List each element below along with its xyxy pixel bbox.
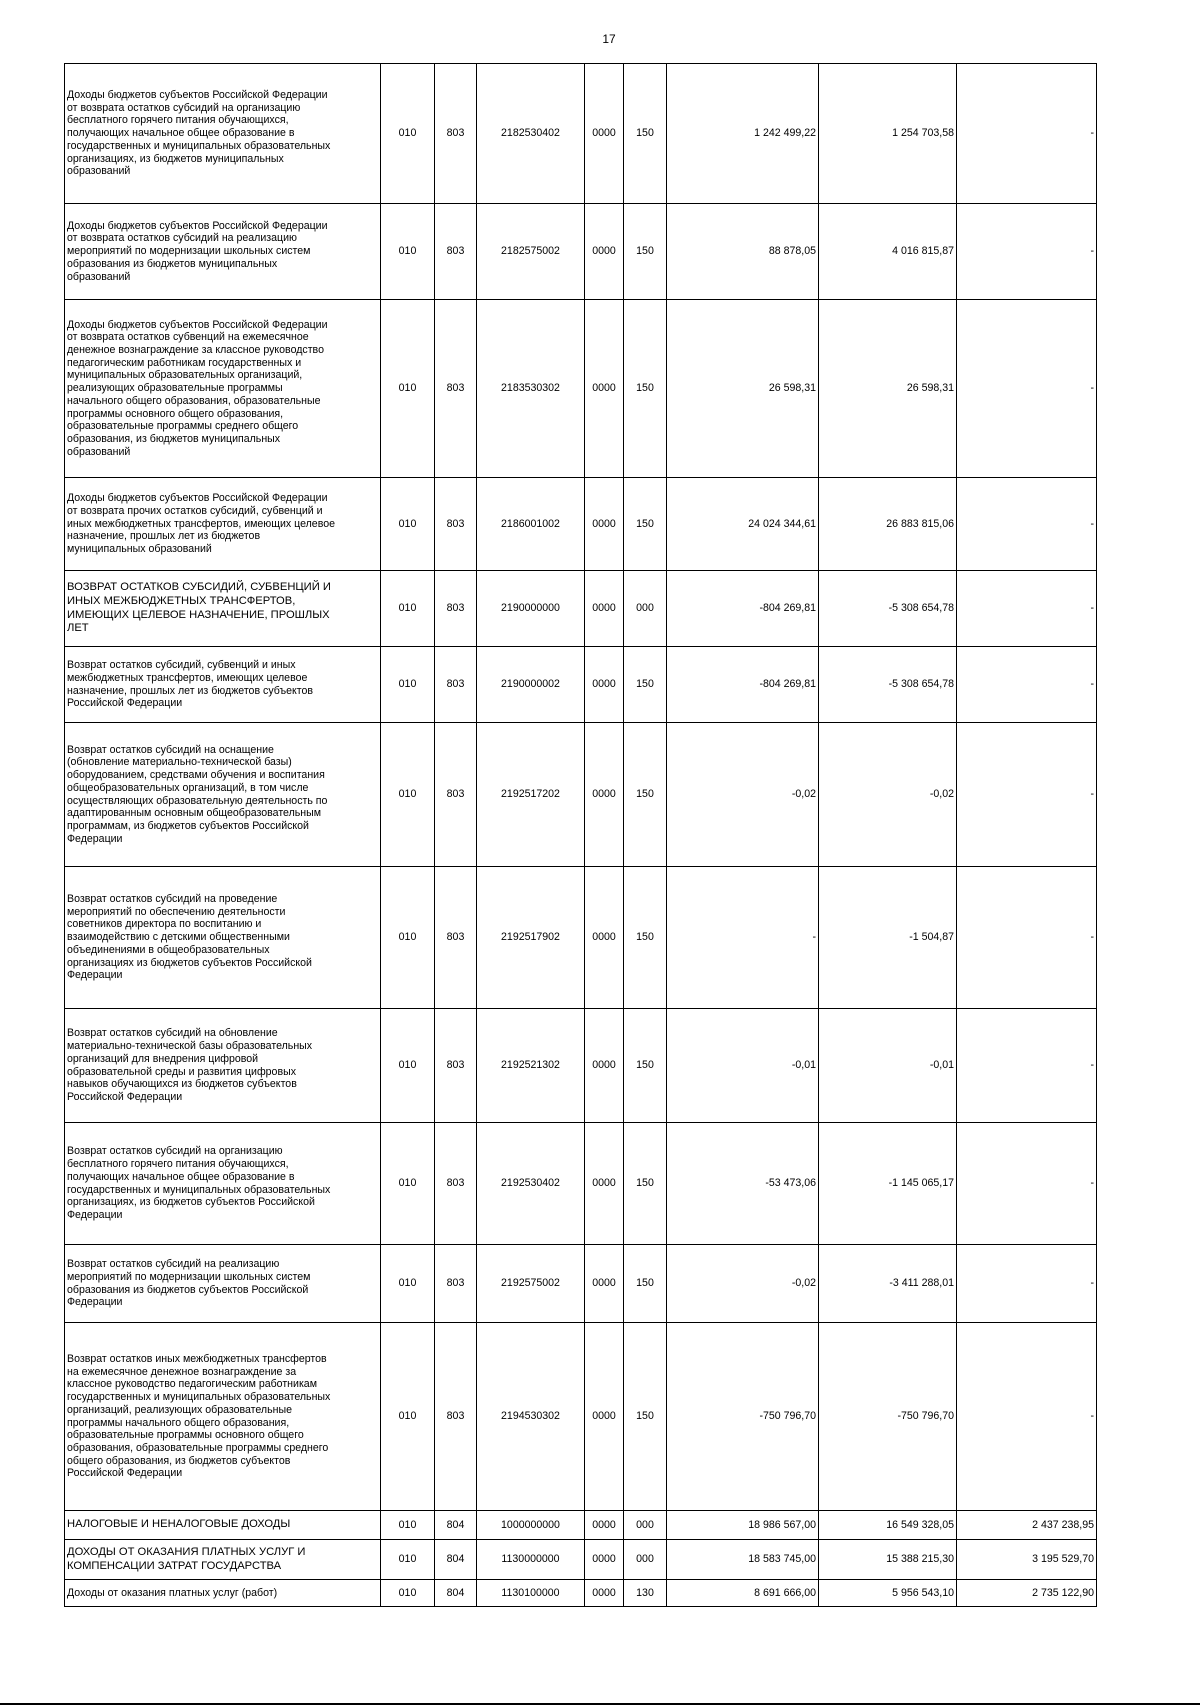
value-cell-2: 1 254 703,58 — [819, 64, 957, 204]
code-cell-1: 010 — [381, 1323, 435, 1511]
description-line: от возврата остатков субсидий на реализацию — [67, 232, 297, 245]
description-line: ВОЗВРАТ ОСТАТКОВ СУБСИДИЙ, СУБВЕНЦИЙ И — [67, 581, 331, 594]
code-cell-5: 000 — [624, 571, 667, 647]
description-line: общего образования, из бюджетов субъектов — [67, 1454, 291, 1467]
description-line: Российской Федерации — [67, 697, 183, 710]
description-line: муниципальных образовательных организаций, — [67, 369, 303, 382]
description-line: организациях, из бюджетов муниципальных — [67, 152, 284, 165]
description-line: Доходы от оказания платных услуг (работ) — [67, 1586, 278, 1599]
code-cell-3: 2192521302 — [477, 1009, 585, 1123]
description-line: мероприятий по обеспечению деятельности — [67, 905, 286, 918]
row-description — [65, 1540, 381, 1580]
code-cell-4: 0000 — [585, 300, 624, 478]
code-cell-5: 150 — [624, 723, 667, 867]
value-cell-1: 1 242 499,22 — [667, 64, 819, 204]
description-line: Возврат остатков субсидий на оснащение — [67, 743, 274, 756]
description-line: Возврат остатков субсидий на реализацию — [67, 1258, 280, 1271]
description-line: организациях из бюджетов субъектов Российской — [67, 956, 312, 969]
code-cell-1: 010 — [381, 1540, 435, 1580]
table-row — [65, 571, 1097, 647]
code-cell-3: 1130100000 — [477, 1580, 585, 1607]
description-line: от возврата прочих остатков субсидий, субвенций и — [67, 504, 323, 517]
budget-table-body — [65, 64, 1097, 1607]
description-line: Российской Федерации — [67, 1467, 183, 1480]
description-line: Федерации — [67, 1208, 123, 1221]
value-cell-2: 26 598,31 — [819, 300, 957, 478]
description-line: реализующих образовательные программы — [67, 382, 283, 395]
description-line: Возврат остатков субсидий, субвенций и иных — [67, 659, 296, 672]
code-cell-5: 150 — [624, 647, 667, 723]
description-line: мероприятий по модернизации школьных систем — [67, 1270, 311, 1283]
table-row — [65, 1540, 1097, 1580]
description-line: получающих начальное общее образование в — [67, 1170, 295, 1183]
value-cell-2: -5 308 654,78 — [819, 647, 957, 723]
description-line: организаций, реализующих образовательные — [67, 1403, 292, 1416]
value-cell-3: - — [957, 300, 1097, 478]
value-cell-3: - — [957, 204, 1097, 300]
description-line: от возврата остатков субсидий на организацию — [67, 101, 301, 114]
value-cell-2: 26 883 815,06 — [819, 478, 957, 571]
table-row — [65, 867, 1097, 1009]
code-cell-4: 0000 — [585, 64, 624, 204]
code-cell-3: 1000000000 — [477, 1511, 585, 1540]
description-line: Возврат остатков субсидий на проведение — [67, 893, 278, 906]
row-description — [65, 300, 381, 478]
code-cell-3: 2192575002 — [477, 1245, 585, 1323]
value-cell-2: -1 504,87 — [819, 867, 957, 1009]
row-description — [65, 478, 381, 571]
description-line: Доходы бюджетов субъектов Российской Федерации — [67, 89, 328, 102]
code-cell-3: 2192517902 — [477, 867, 585, 1009]
description-line: Доходы бюджетов субъектов Российской Федерации — [67, 492, 328, 505]
description-line: государственных и муниципальных образовательных — [67, 139, 331, 152]
table-row — [65, 1245, 1097, 1323]
value-cell-2: 16 549 328,05 — [819, 1511, 957, 1540]
value-cell-3: - — [957, 1245, 1097, 1323]
code-cell-2: 803 — [435, 647, 477, 723]
page-number: 17 — [602, 32, 616, 46]
description-line: взаимодействию с детскими общественными — [67, 931, 290, 944]
description-line: программы основного общего образования, — [67, 407, 284, 420]
description-line: Российской Федерации — [67, 1090, 183, 1103]
code-cell-1: 010 — [381, 478, 435, 571]
code-cell-4: 0000 — [585, 1511, 624, 1540]
table-row — [65, 204, 1097, 300]
code-cell-1: 010 — [381, 1009, 435, 1123]
code-cell-5: 150 — [624, 1323, 667, 1511]
code-cell-2: 803 — [435, 571, 477, 647]
description-line: ИМЕЮЩИХ ЦЕЛЕВОЕ НАЗНАЧЕНИЕ, ПРОШЛЫХ — [67, 608, 330, 621]
description-line: начального общего образования, образовательные — [67, 394, 321, 407]
code-cell-1: 010 — [381, 647, 435, 723]
code-cell-1: 010 — [381, 1511, 435, 1540]
value-cell-1: 18 986 567,00 — [667, 1511, 819, 1540]
description-line: навыков обучающихся из бюджетов субъектов — [67, 1078, 297, 1091]
code-cell-4: 0000 — [585, 1123, 624, 1245]
code-cell-2: 803 — [435, 204, 477, 300]
code-cell-1: 010 — [381, 1123, 435, 1245]
code-cell-2: 803 — [435, 1123, 477, 1245]
description-line: материально-технической базы образовательных — [67, 1040, 313, 1053]
table-row — [65, 1123, 1097, 1245]
value-cell-3: - — [957, 1009, 1097, 1123]
table-row — [65, 1009, 1097, 1123]
description-line: мероприятий по модернизации школьных систем — [67, 245, 311, 258]
description-line: педагогическим работникам государственных и — [67, 356, 302, 369]
description-line: образования, образовательные программы среднего — [67, 1441, 329, 1454]
code-cell-2: 803 — [435, 64, 477, 204]
code-cell-5: 150 — [624, 1009, 667, 1123]
code-cell-2: 803 — [435, 867, 477, 1009]
value-cell-3: - — [957, 647, 1097, 723]
value-cell-1: -53 473,06 — [667, 1123, 819, 1245]
value-cell-2: -0,01 — [819, 1009, 957, 1123]
code-cell-1: 010 — [381, 1580, 435, 1607]
table-row — [65, 478, 1097, 571]
value-cell-1: -804 269,81 — [667, 571, 819, 647]
description-line: КОМПЕНСАЦИИ ЗАТРАТ ГОСУДАРСТВА — [67, 1559, 282, 1572]
description-line: образования из бюджетов муниципальных — [67, 257, 278, 270]
value-cell-1: 8 691 666,00 — [667, 1580, 819, 1607]
description-line: общеобразовательных организаций, в том числе — [67, 781, 309, 794]
code-cell-4: 0000 — [585, 647, 624, 723]
row-description — [65, 647, 381, 723]
row-description — [65, 1511, 381, 1540]
description-line: от возврата остатков субвенций на ежемесячное — [67, 331, 309, 344]
code-cell-5: 130 — [624, 1580, 667, 1607]
value-cell-1: 26 598,31 — [667, 300, 819, 478]
code-cell-1: 010 — [381, 64, 435, 204]
value-cell-3: - — [957, 867, 1097, 1009]
code-cell-2: 803 — [435, 300, 477, 478]
description-line: объединениями в общеобразовательных — [67, 943, 270, 956]
table-row — [65, 1580, 1097, 1607]
value-cell-2: -0,02 — [819, 723, 957, 867]
code-cell-4: 0000 — [585, 478, 624, 571]
description-line: образования из бюджетов субъектов Российской — [67, 1283, 309, 1296]
description-line: Федерации — [67, 969, 123, 982]
value-cell-2: -750 796,70 — [819, 1323, 957, 1511]
code-cell-2: 803 — [435, 1323, 477, 1511]
code-cell-3: 2183530302 — [477, 300, 585, 478]
value-cell-1: -0,01 — [667, 1009, 819, 1123]
row-description — [65, 571, 381, 647]
table-row — [65, 1511, 1097, 1540]
value-cell-2: 15 388 215,30 — [819, 1540, 957, 1580]
value-cell-3: - — [957, 64, 1097, 204]
description-line: назначение, прошлых лет из бюджетов — [67, 530, 261, 543]
description-line: образований — [67, 445, 131, 458]
description-line: оборудованием, средствами обучения и воспитания — [67, 769, 325, 782]
description-line: классное руководство педагогическим работникам — [67, 1378, 317, 1391]
value-cell-1: -750 796,70 — [667, 1323, 819, 1511]
code-cell-5: 150 — [624, 1123, 667, 1245]
value-cell-2: -3 411 288,01 — [819, 1245, 957, 1323]
value-cell-2: 5 956 543,10 — [819, 1580, 957, 1607]
value-cell-1: 88 878,05 — [667, 204, 819, 300]
code-cell-3: 2182530402 — [477, 64, 585, 204]
value-cell-1: - — [667, 867, 819, 1009]
table-row — [65, 64, 1097, 204]
description-line: Возврат остатков субсидий на организацию — [67, 1145, 283, 1158]
table-row — [65, 723, 1097, 867]
description-line: организаций для внедрения цифровой — [67, 1052, 259, 1065]
description-line: государственных и муниципальных образовательных — [67, 1183, 331, 1196]
description-line: бесплатного горячего питания обучающихся, — [67, 1158, 289, 1171]
budget-table — [64, 63, 1097, 1607]
row-description — [65, 1323, 381, 1511]
value-cell-1: 24 024 344,61 — [667, 478, 819, 571]
row-description — [65, 1009, 381, 1123]
value-cell-1: -804 269,81 — [667, 647, 819, 723]
code-cell-5: 150 — [624, 478, 667, 571]
code-cell-1: 010 — [381, 1245, 435, 1323]
code-cell-4: 0000 — [585, 204, 624, 300]
row-description — [65, 204, 381, 300]
code-cell-4: 0000 — [585, 1540, 624, 1580]
code-cell-2: 803 — [435, 723, 477, 867]
description-line: Доходы бюджетов субъектов Российской Федерации — [67, 318, 328, 331]
code-cell-2: 803 — [435, 478, 477, 571]
table-row — [65, 1323, 1097, 1511]
code-cell-4: 0000 — [585, 1580, 624, 1607]
row-description — [65, 1580, 381, 1607]
code-cell-1: 010 — [381, 300, 435, 478]
description-line: муниципальных образований — [67, 543, 212, 556]
code-cell-4: 0000 — [585, 1245, 624, 1323]
code-cell-5: 150 — [624, 867, 667, 1009]
code-cell-4: 0000 — [585, 1323, 624, 1511]
description-line: образовательные программы среднего общего — [67, 420, 299, 433]
code-cell-3: 2182575002 — [477, 204, 585, 300]
code-cell-5: 000 — [624, 1540, 667, 1580]
code-cell-4: 0000 — [585, 723, 624, 867]
code-cell-3: 2186001002 — [477, 478, 585, 571]
description-line: адаптированным основным общеобразовательным — [67, 807, 322, 820]
code-cell-3: 2194530302 — [477, 1323, 585, 1511]
value-cell-2: -5 308 654,78 — [819, 571, 957, 647]
row-description — [65, 1245, 381, 1323]
description-line: назначение, прошлых лет из бюджетов субъектов — [67, 684, 313, 697]
description-line: (обновление материально-технической базы) — [67, 756, 292, 769]
table-row — [65, 300, 1097, 478]
description-line: ЛЕТ — [67, 622, 89, 635]
code-cell-2: 803 — [435, 1009, 477, 1123]
row-description — [65, 64, 381, 204]
code-cell-1: 010 — [381, 204, 435, 300]
description-line: получающих начальное общее образование в — [67, 127, 295, 140]
description-line: НАЛОГОВЫЕ И НЕНАЛОГОВЫЕ ДОХОДЫ — [67, 1518, 291, 1531]
description-line: ИНЫХ МЕЖБЮДЖЕТНЫХ ТРАНСФЕРТОВ, — [67, 594, 296, 607]
code-cell-3: 2192530402 — [477, 1123, 585, 1245]
description-line: денежное вознаграждение за классное руководство — [67, 344, 324, 357]
row-description — [65, 1123, 381, 1245]
code-cell-4: 0000 — [585, 571, 624, 647]
value-cell-1: -0,02 — [667, 1245, 819, 1323]
code-cell-5: 150 — [624, 64, 667, 204]
code-cell-5: 150 — [624, 204, 667, 300]
row-description — [65, 867, 381, 1009]
code-cell-5: 150 — [624, 1245, 667, 1323]
value-cell-3: - — [957, 571, 1097, 647]
code-cell-3: 2190000000 — [477, 571, 585, 647]
description-line: осуществляющих образовательную деятельность по — [67, 794, 328, 807]
value-cell-3: 3 195 529,70 — [957, 1540, 1097, 1580]
code-cell-2: 804 — [435, 1540, 477, 1580]
code-cell-2: 804 — [435, 1511, 477, 1540]
description-line: иных межбюджетных трансфертов, имеющих целевое — [67, 517, 335, 530]
description-line: образований — [67, 270, 131, 283]
bottom-rule — [0, 1703, 1200, 1705]
code-cell-3: 2190000002 — [477, 647, 585, 723]
description-line: бесплатного горячего питания обучающихся, — [67, 114, 289, 127]
description-line: Доходы бюджетов субъектов Российской Федерации — [67, 219, 328, 232]
description-line: советников директора по воспитанию и — [67, 918, 262, 931]
value-cell-3: - — [957, 723, 1097, 867]
value-cell-3: - — [957, 1323, 1097, 1511]
description-line: Возврат остатков иных межбюджетных трансфертов — [67, 1352, 327, 1365]
value-cell-2: 4 016 815,87 — [819, 204, 957, 300]
description-line: Возврат остатков субсидий на обновление — [67, 1027, 278, 1040]
description-line: образовательной среды и развития цифровых — [67, 1065, 296, 1078]
description-line: программы начального общего образования, — [67, 1416, 290, 1429]
value-cell-2: -1 145 065,17 — [819, 1123, 957, 1245]
description-line: на ежемесячное денежное вознаграждение за — [67, 1365, 297, 1378]
description-line: Федерации — [67, 1296, 123, 1309]
code-cell-2: 804 — [435, 1580, 477, 1607]
code-cell-3: 2192517202 — [477, 723, 585, 867]
description-line: программам, из бюджетов субъектов Российской — [67, 819, 309, 832]
description-line: межбюджетных трансфертов, имеющих целевое — [67, 671, 308, 684]
code-cell-5: 000 — [624, 1511, 667, 1540]
value-cell-3: - — [957, 1123, 1097, 1245]
code-cell-2: 803 — [435, 1245, 477, 1323]
code-cell-1: 010 — [381, 571, 435, 647]
table-row — [65, 647, 1097, 723]
row-description — [65, 723, 381, 867]
value-cell-3: 2 735 122,90 — [957, 1580, 1097, 1607]
code-cell-1: 010 — [381, 867, 435, 1009]
description-line: образовательные программы основного общего — [67, 1429, 304, 1442]
code-cell-3: 1130000000 — [477, 1540, 585, 1580]
value-cell-1: -0,02 — [667, 723, 819, 867]
value-cell-3: 2 437 238,95 — [957, 1511, 1097, 1540]
description-line: организациях, из бюджетов субъектов Российской — [67, 1196, 315, 1209]
code-cell-4: 0000 — [585, 1009, 624, 1123]
value-cell-1: 18 583 745,00 — [667, 1540, 819, 1580]
description-line: образований — [67, 165, 131, 178]
description-line: ДОХОДЫ ОТ ОКАЗАНИЯ ПЛАТНЫХ УСЛУГ И — [67, 1545, 306, 1558]
description-line: образования, из бюджетов муниципальных — [67, 432, 281, 445]
code-cell-4: 0000 — [585, 867, 624, 1009]
description-line: государственных и муниципальных образовательных — [67, 1391, 331, 1404]
value-cell-3: - — [957, 478, 1097, 571]
code-cell-5: 150 — [624, 300, 667, 478]
code-cell-1: 010 — [381, 723, 435, 867]
description-line: Федерации — [67, 832, 123, 845]
